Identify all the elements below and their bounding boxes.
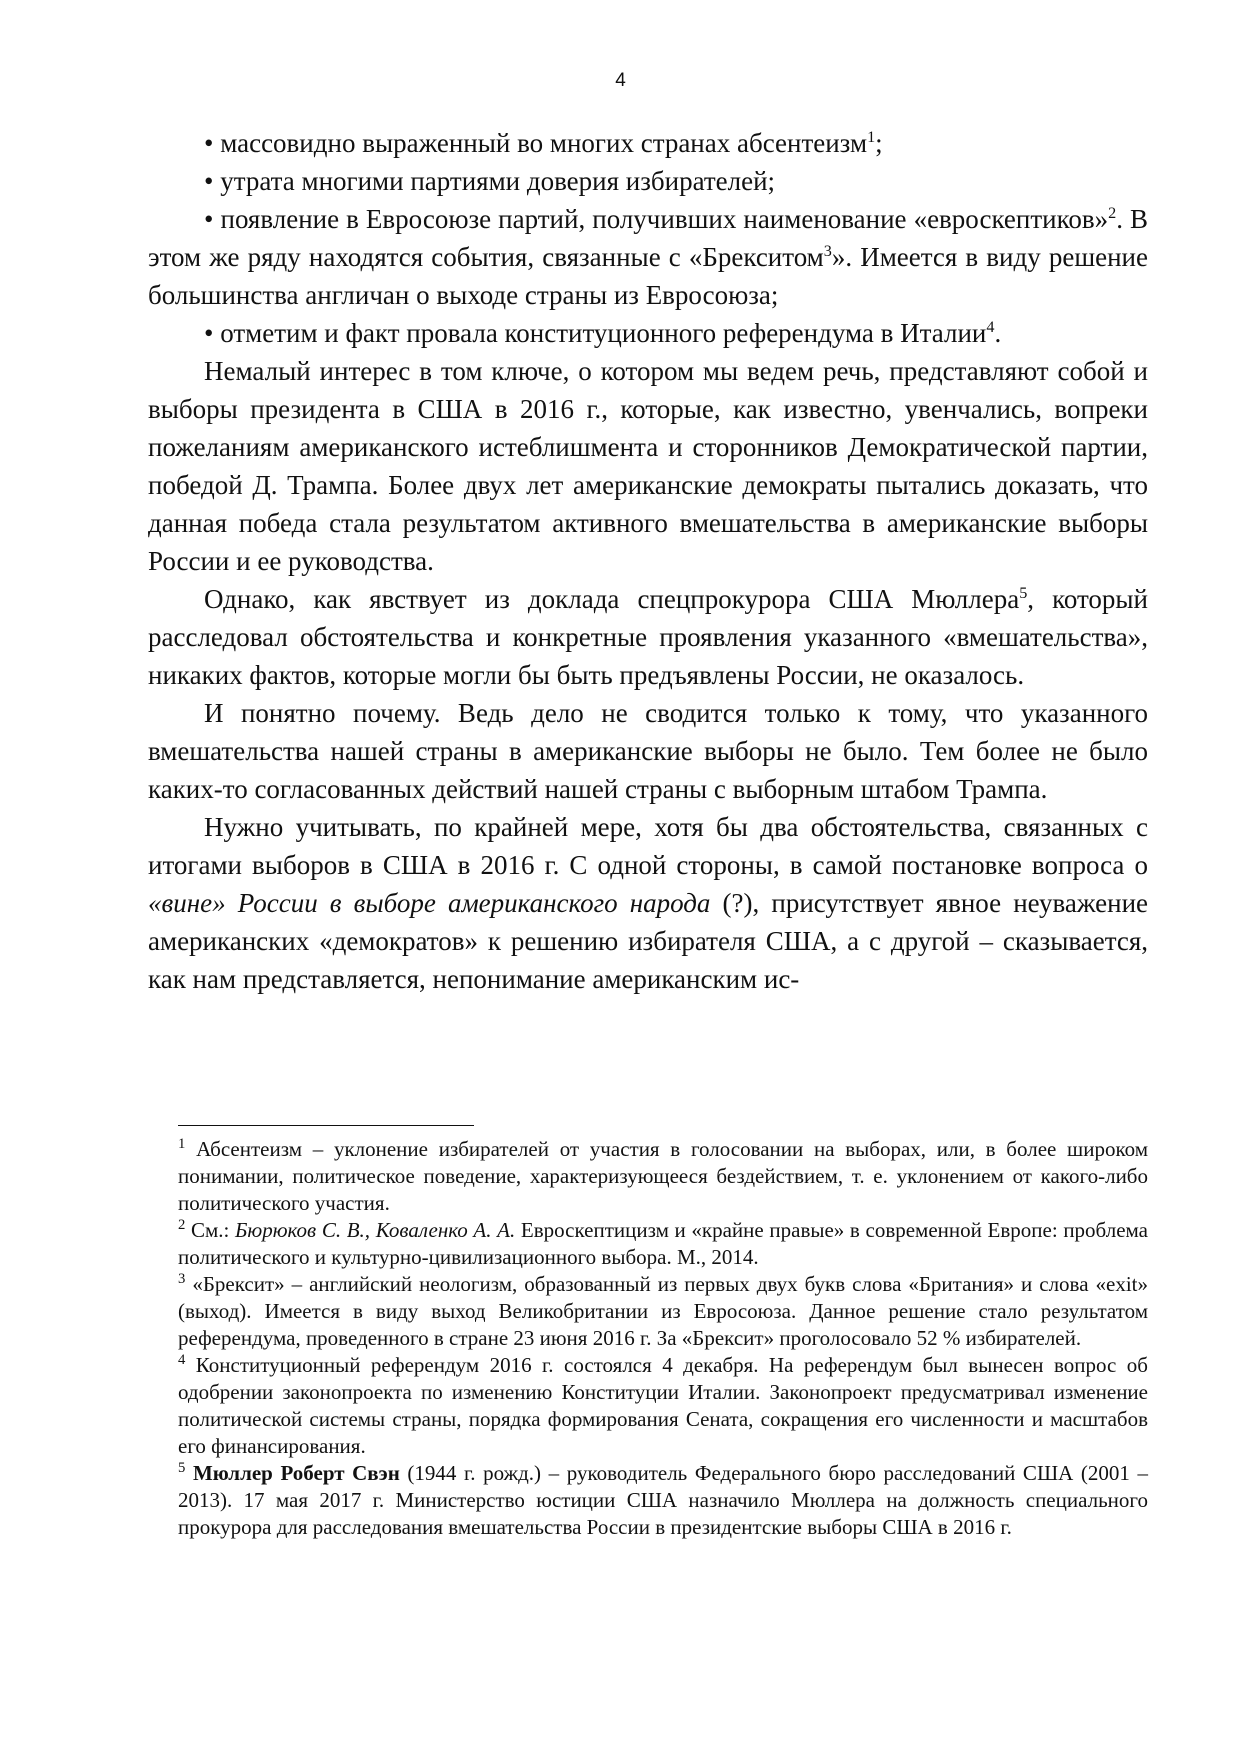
footnote-number: 5 [178, 1460, 186, 1476]
bullet-item-referendum: • отметим и факт провала конституционного референдума в Италии$^4$. [204, 318, 1002, 348]
bullet-item-trust-loss: • утрата многими партиями доверия избирателей; [204, 166, 776, 196]
paragraph-mueller-report: Однако, как явствует из доклада спецпрокурора США Мюллера$^5$, который расследовал обстоятельства и конкретные проявления указанного «вмешательства», никаких фактов, которые могли бы быть предъявлены России, не оказалось. [148, 584, 1148, 690]
footnote-4: $^4$ Конституционный референдум 2016 г. состоялся 4 декабря. На референдум был вынесен вопрос об одобрении законопроекта по изменению Конституции Италии. Законопроект предусматривал изменение политической системы страны, порядка формирования Сената, сокращения его численности и масштабов его финансирования. [178, 1352, 1148, 1458]
footnote-ref-2[interactable]: 2 [1108, 204, 1117, 222]
footnote-2: $^2$ См.: Бюрюков С. В., Коваленко А. А. Евроскептицизм и «крайне правые» в современной Европе: проблема политического и культурно-цивилизационного выбора. М., 2014. [178, 1217, 1148, 1269]
footnote-number: 1 [178, 1136, 186, 1152]
footnote-ref-3[interactable]: 3 [823, 242, 832, 260]
footnote-1: $^1$ Абсентеизм – уклонение избирателей от участия в голосовании на выборах, или, в более широком понимании, политическое поведение, характеризующееся бездействием, т. е. уклонением от какого-либо политического участия. [178, 1136, 1148, 1215]
bullet-item-absenteeism: • массовидно выраженный во многих странах абсентеизм$^1$; [204, 128, 883, 158]
page-number: 4 [615, 70, 626, 91]
footnote-number: 4 [178, 1352, 186, 1368]
footnote-number: 2 [178, 1217, 186, 1233]
footnote-ref-4[interactable]: 4 [986, 318, 995, 336]
paragraph-no-interference: И понятно почему. Ведь дело не сводится только к тому, что указанного вмешательства нашей страны в американские выборы не было. Тем более не было каких-то согласованных действий нашей страны с выборным штабом Трампа. [148, 698, 1148, 804]
footnote-ref-1[interactable]: 1 [867, 128, 876, 146]
bullet-item-eurosceptics: • появление в Евросоюзе партий, получивших наименование «евроскептиков»$^2$. В этом же ряду находятся события, связанные с «Брекситом$^3$». Имеется в виду решение большинства англичан о выходе страны из Евросоюза; [148, 204, 1148, 310]
footnote-separator [178, 1125, 474, 1126]
footnote-3: $^3$ «Брексит» – английский неологизм, образованный из первых двух букв слова «Британия» и слова «exit» (выход). Имеется в виду выход Великобритании из Евросоюза. Данное решение стало результатом референдума, проведенного в стране 23 июня 2016 г. За «Брексит» проголосовало 52 % избирателей. [178, 1271, 1148, 1350]
footnotes [178, 1136, 1148, 1541]
footnote-number: 3 [178, 1271, 186, 1287]
paragraph-us-elections: Немалый интерес в том ключе, о котором мы ведем речь, представляют собой и выборы президента в США в 2016 г., которые, как известно, увенчались, вопреки пожеланиям американского истеблишмента и сторонников Демократической партии, победой Д. Трампа. Более двух лет американские демократы пытались доказать, что данная победа стала результатом активного вмешательства в американские выборы России и ее руководства. [148, 356, 1148, 576]
footnote-ref-5[interactable]: 5 [1019, 584, 1028, 602]
main-text [148, 124, 1148, 998]
footnote-5: $^5$ Мюллер Роберт Свэн (1944 г. рожд.) – руководитель Федерального бюро расследований США (2001 – 2013). 17 мая 2017 г. Министерство юстиции США назначило Мюллера на должность специального прокурора для расследования вмешательства России в президентские выборы США в 2016 г. [178, 1460, 1148, 1539]
paragraph-two-circumstances: Нужно учитывать, по крайней мере, хотя бы два обстоятельства, связанных с итогами выборов в США в 2016 г. С одной стороны, в самой постановке вопроса о «вине» России в выборе американского народа (?), присутствует явное неуважение американских «демократов» к решению избирателя США, а с другой – сказывается, как нам представляется, непонимание американским ис- [148, 812, 1149, 994]
